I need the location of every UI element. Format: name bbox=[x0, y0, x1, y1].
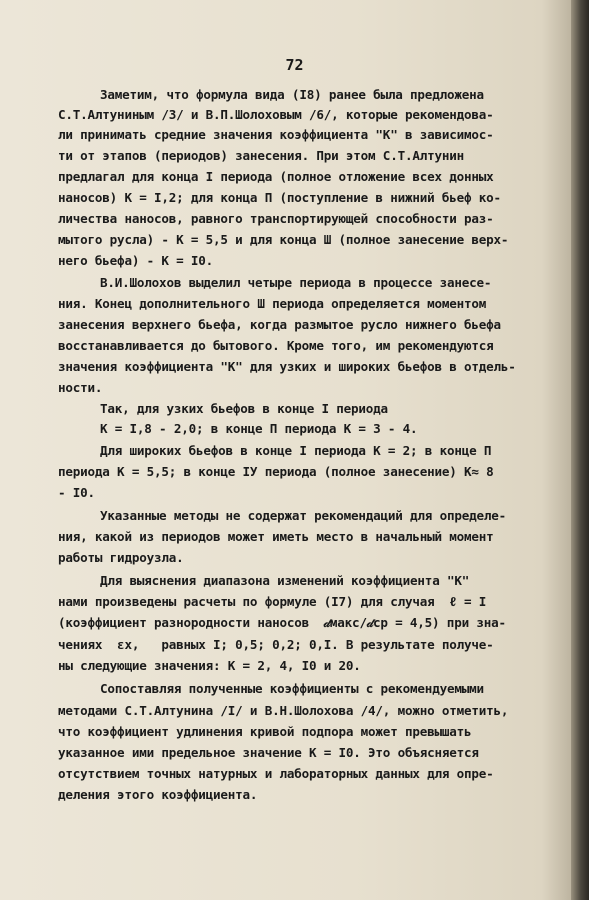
text-line: К = I,8 - 2,0; в конце П периода К = 3 - 4. bbox=[100, 421, 418, 436]
text-line: Сопоставляя полученные коэффициенты с рекомендуемыми bbox=[100, 681, 484, 696]
text-line: Для широких бьефов в конце I периода К = 2; в конце П bbox=[100, 443, 492, 458]
text-line: мытого русла) - К = 5,5 и для конца Ш (полное занесение верх- bbox=[58, 232, 509, 247]
text-line: Заметим, что формула вида (I8) ранее была предложена bbox=[100, 87, 484, 102]
text-line: - I0. bbox=[58, 485, 95, 500]
text-line: С.Т.Алтуниным /3/ и В.П.Шолоховым /6/, которые рекомендова- bbox=[58, 107, 494, 122]
text-line: ли принимать средние значения коэффициента "К" в зависимос- bbox=[58, 127, 494, 142]
text-line: что коэффициент удлинения кривой подпора может превышать bbox=[58, 724, 472, 739]
page-number: 72 bbox=[285, 56, 304, 74]
text-line: восстанавливается до бытового. Кроме того, им рекомендуются bbox=[58, 338, 494, 353]
text-line: Указанные методы не содержат рекомендаций для определе- bbox=[100, 508, 507, 523]
text-line: личества наносов, равного транспортирующей способности раз- bbox=[58, 211, 494, 226]
text-line: ти от этапов (периодов) занесения. При этом С.Т.Алтунин bbox=[58, 148, 465, 163]
text-line: Для выяснения диапазона изменений коэффициента "К" bbox=[100, 573, 470, 588]
text-line: чениях εx, равных I; 0,5; 0,2; 0,I. В результате получе- bbox=[58, 637, 494, 652]
text-line: деления этого коэффициента. bbox=[58, 787, 258, 802]
text-line: предлагал для конца I периода (полное отложение всех донных bbox=[58, 169, 494, 184]
text-line: наносов) К = I,2; для конца П (поступление в нижний бьеф ко- bbox=[58, 190, 501, 205]
text-line: (коэффициент разнородности наносов 𝒹макс/𝒹ср = 4,5) при зна- bbox=[58, 615, 506, 630]
text-line: указанное ими предельное значение К = I0. Это объясняется bbox=[58, 745, 479, 760]
text-line: ния, какой из периодов может иметь место в начальный момент bbox=[58, 529, 494, 544]
text-line: методами С.Т.Алтунина /I/ и В.Н.Шолохова /4/, можно отметить, bbox=[58, 703, 509, 718]
text-line: ния. Конец дополнительного Ш периода определяется моментом bbox=[58, 296, 487, 311]
text-line: занесения верхнего бьефа, когда размытое русло нижнего бьефа bbox=[58, 317, 501, 332]
text-line: значения коэффициента "К" для узких и широких бьефов в отдель- bbox=[58, 359, 516, 374]
text-line: ности. bbox=[58, 380, 103, 395]
text-line: работы гидроузла. bbox=[58, 550, 184, 565]
text-line: периода К = 5,5; в конце IУ периода (полное занесение) К≈ 8 bbox=[58, 464, 494, 479]
text-line: В.И.Шолохов выделил четыре периода в процессе занесе- bbox=[100, 275, 492, 290]
text-line: ны следующие значения: К = 2, 4, I0 и 20. bbox=[58, 658, 361, 673]
text-line: нами произведены расчеты по формуле (I7) для случая ℓ = I bbox=[58, 594, 487, 609]
text-line: Так, для узких бьефов в конце I периода bbox=[100, 401, 388, 416]
text-line: отсутствием точных натурных и лабораторных данных для опре- bbox=[58, 766, 494, 781]
page-binding-edge bbox=[571, 0, 589, 900]
text-line: него бьефа) - К = I0. bbox=[58, 253, 214, 268]
